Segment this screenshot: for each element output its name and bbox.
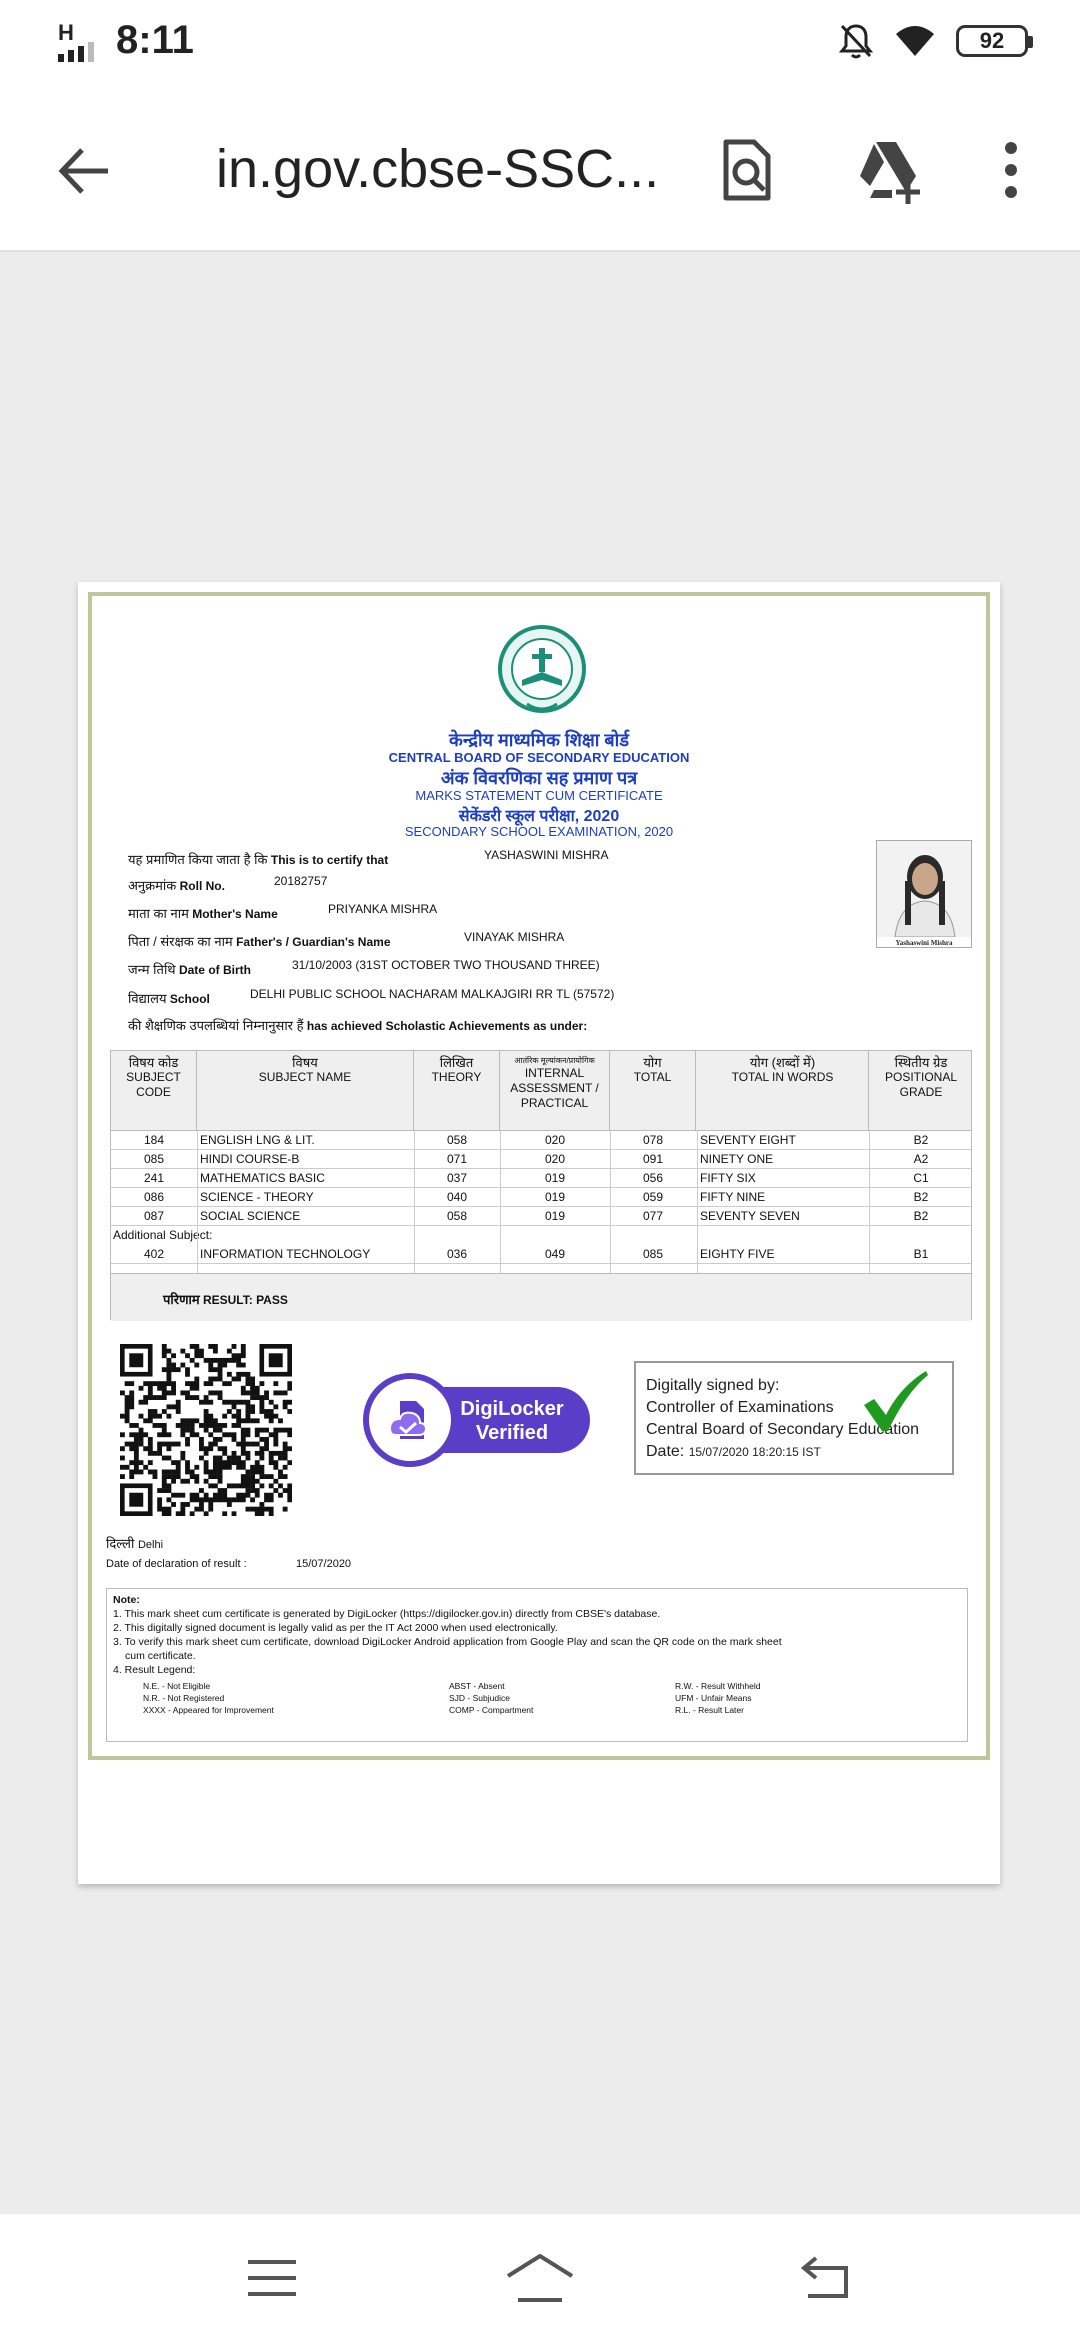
cell-name: SOCIAL SCIENCE (200, 1209, 301, 1223)
cell-name: MATHEMATICS BASIC (200, 1171, 325, 1185)
battery-level: 92 (979, 28, 1005, 53)
cell-theory: 040 (446, 1190, 468, 1204)
table-row (111, 1207, 971, 1226)
header-internal: आतंरिक मूल्यांकन/प्रायोगिक INTERNAL ASSESSMENT / PRACTICAL (500, 1051, 610, 1131)
cell-words: FIFTY NINE (700, 1190, 766, 1204)
certify-line: यह प्रमाणित किया जाता है कि This is to certify that YASHASWINI MISHRA (128, 848, 609, 867)
table-row (111, 1245, 971, 1264)
column-divider (697, 1131, 698, 1273)
student-photo (876, 840, 972, 948)
cell-code: 085 (143, 1152, 165, 1166)
signal-icon (58, 42, 110, 62)
student-name: YASHASWINI MISHRA (484, 848, 609, 862)
document-page (78, 582, 1000, 1884)
signature-date: Date: 15/07/2020 18:20:15 IST (646, 1443, 821, 1460)
qr-code-icon[interactable] (120, 1344, 292, 1516)
cell-internal: 049 (544, 1247, 566, 1261)
cell-grade: B2 (913, 1133, 929, 1147)
find-in-doc-icon[interactable] (710, 134, 782, 206)
cell-theory: 036 (446, 1247, 468, 1261)
date-of-birth: 31/10/2003 (31ST OCTOBER TWO THOUSAND THREE) (292, 958, 600, 972)
cell-words: NINETY ONE (700, 1152, 774, 1166)
legend-item: XXXX - Appeared for Improvement (143, 1705, 274, 1715)
cell-name: SCIENCE - THEORY (200, 1190, 314, 1204)
column-divider (414, 1131, 415, 1273)
cell-internal: 019 (544, 1209, 566, 1223)
document-type-english: MARKS STATEMENT CUM CERTIFICATE (415, 788, 663, 803)
legend-item: N.E. - Not Eligible (143, 1681, 211, 1691)
document-viewer[interactable] (0, 252, 1080, 2214)
signer-title: Controller of Examinations (646, 1399, 834, 1416)
digilocker-verified-badge (362, 1371, 594, 1469)
note-item: 3. To verify this mark sheet cum certificate, download DigiLocker Android application from Google Play and scan the QR code on the mark sheet (113, 1636, 782, 1648)
drive-add-icon[interactable] (852, 134, 924, 206)
clock: 8:11 (116, 18, 194, 62)
cell-code: 402 (143, 1247, 165, 1261)
photo-caption: Yashaswini Mishra (895, 939, 953, 947)
wifi-icon (894, 24, 936, 58)
notes-title: Note: (113, 1594, 140, 1606)
column-divider (869, 1131, 870, 1273)
notes-box (106, 1588, 968, 1742)
legend-item: R.L. - Result Later (675, 1705, 744, 1715)
marks-certificate (88, 592, 990, 1760)
cell-grade: B2 (913, 1190, 929, 1204)
mother-line: माता का नाम Mother's Name PRIYANKA MISHRA (128, 902, 438, 921)
table-row (111, 1131, 971, 1150)
legend-item: R.W. - Result Withheld (675, 1681, 761, 1691)
header-total: योग TOTAL (610, 1051, 696, 1131)
student-photo-icon (877, 841, 972, 937)
header-subject-code: विषय कोड SUBJECT CODE (111, 1051, 197, 1131)
cell-name: INFORMATION TECHNOLOGY (200, 1247, 371, 1261)
column-divider (197, 1131, 198, 1273)
digilocker-label: DigiLocker (460, 1398, 564, 1420)
verified-label: Verified (475, 1422, 549, 1444)
declaration-date-line: Date of declaration of result : 15/07/2020 (106, 1558, 352, 1570)
cell-name: ENGLISH LNG & LIT. (200, 1133, 315, 1147)
check-mark-icon (860, 1369, 930, 1435)
dob-line: जन्म तिथि Date of Birth 31/10/2003 (31ST OCTOBER TWO THOUSAND THREE) (128, 958, 600, 977)
header-total-words: योग (शब्दों में) TOTAL IN WORDS (697, 1051, 869, 1131)
cell-total: 077 (642, 1209, 664, 1223)
cell-code: 087 (143, 1209, 165, 1223)
column-divider (610, 1131, 611, 1273)
mother-name: PRIYANKA MISHRA (328, 902, 438, 916)
home-icon[interactable] (504, 2250, 576, 2306)
cell-name: HINDI COURSE-B (200, 1152, 300, 1166)
cell-total: 059 (642, 1190, 664, 1204)
cell-grade: C1 (913, 1171, 929, 1185)
result-legend (113, 1679, 961, 1725)
cell-grade: A2 (913, 1152, 929, 1166)
result-row (111, 1273, 971, 1321)
cell-words: SEVENTY EIGHT (700, 1133, 796, 1147)
cell-theory: 058 (446, 1133, 468, 1147)
cell-internal: 020 (544, 1133, 566, 1147)
cbse-logo-icon (497, 624, 587, 722)
board-name-hindi: केन्द्रीय माध्यमिक शिक्षा बोर्ड (449, 730, 629, 750)
achievement-line: की शैक्षणिक उपलब्धियां निम्नानुसार हैं has achieved Scholastic Achievements as under: (128, 1018, 588, 1033)
note-item: cum certificate. (125, 1650, 196, 1662)
declaration-date: 15/07/2020 (296, 1558, 352, 1570)
cell-internal: 019 (544, 1171, 566, 1185)
back-arrow-icon[interactable] (50, 136, 120, 206)
note-item: 1. This mark sheet cum certificate is generated by DigiLocker (https://digilocker.gov.in) directly from CBSE's database. (113, 1608, 661, 1620)
cell-internal: 019 (544, 1190, 566, 1204)
school-name: DELHI PUBLIC SCHOOL NACHARAM MALKAJGIRI RR TL (57572) (250, 987, 615, 1001)
battery-icon (956, 25, 1028, 57)
digital-signature-box[interactable] (634, 1361, 954, 1475)
cell-theory: 037 (446, 1171, 468, 1185)
table-row (111, 1150, 971, 1169)
father-line: पिता / संरक्षक का नाम Father's / Guardian's Name VINAYAK MISHRA (128, 930, 565, 949)
header-grade: स्थितीय ग्रेड POSITIONAL GRADE (884, 1055, 958, 1099)
marks-table (110, 1050, 972, 1320)
network-type: H (58, 20, 74, 45)
cell-grade: B2 (913, 1209, 929, 1223)
signed-by: Digitally signed by: (646, 1377, 780, 1394)
app-bar (0, 84, 1080, 252)
additional-subject-label: Additional Subject: (113, 1228, 213, 1242)
cell-theory: 071 (446, 1152, 468, 1166)
cell-code: 184 (143, 1133, 165, 1147)
legend-item: ABST - Absent (449, 1681, 505, 1691)
back-icon[interactable] (796, 2250, 856, 2306)
table-row (111, 1169, 971, 1188)
exam-name-hindi: सेकेंडरी स्कूल परीक्षा, 2020 (458, 808, 620, 825)
roll-number: 20182757 (274, 874, 328, 888)
legend-item: SJD - Subjudice (449, 1693, 510, 1703)
navigation-bar (0, 2214, 1080, 2340)
note-item: 2. This digitally signed document is legally valid as per the IT Act 2000 when used electronically. (113, 1622, 558, 1634)
cell-total: 091 (642, 1152, 664, 1166)
board-name-english: CENTRAL BOARD OF SECONDARY EDUCATION (388, 750, 690, 765)
cell-internal: 020 (544, 1152, 566, 1166)
cell-total: 056 (642, 1171, 664, 1185)
cell-code: 241 (143, 1171, 165, 1185)
menu-icon[interactable] (242, 2250, 302, 2306)
column-divider (500, 1131, 501, 1273)
table-header (111, 1051, 971, 1131)
result-text: परिणाम RESULT: PASS (163, 1292, 288, 1307)
cell-words: FIFTY SIX (700, 1171, 756, 1185)
signer-org: Central Board of Secondary Education (646, 1421, 920, 1438)
legend-item: UFM - Unfair Means (675, 1693, 752, 1703)
document-type-hindi: अंक विवरणिका सह प्रमाण पत्र (440, 768, 638, 788)
cell-total: 078 (642, 1133, 664, 1147)
status-bar (0, 0, 1080, 84)
table-row (111, 1188, 971, 1207)
cell-theory: 058 (446, 1209, 468, 1223)
place: दिल्ली Delhi (106, 1536, 164, 1551)
cell-grade: B1 (913, 1247, 929, 1261)
mute-icon (838, 22, 874, 60)
cell-total: 085 (642, 1247, 664, 1261)
exam-name-english: SECONDARY SCHOOL EXAMINATION, 2020 (404, 824, 674, 839)
school-line: विद्यालय School DELHI PUBLIC SCHOOL NACHARAM MALKAJGIRI RR TL (57572) (128, 987, 615, 1006)
roll-line: अनुक्रमांक Roll No. 20182757 (128, 874, 328, 893)
cell-code: 086 (143, 1190, 165, 1204)
father-name: VINAYAK MISHRA (464, 930, 565, 944)
more-vert-icon[interactable] (996, 134, 1026, 206)
header-subject-name: विषय SUBJECT NAME (197, 1051, 414, 1131)
legend-item: COMP - Compartment (449, 1705, 534, 1715)
header-theory: लिखित THEORY (414, 1051, 500, 1131)
cell-words: EIGHTY FIVE (700, 1247, 775, 1261)
legend-item: N.R. - Not Registered (143, 1693, 225, 1703)
note-item: 4. Result Legend: (113, 1664, 196, 1676)
document-title: in.gov.cbse-SSC... (216, 139, 660, 199)
cell-words: SEVENTY SEVEN (700, 1209, 800, 1223)
